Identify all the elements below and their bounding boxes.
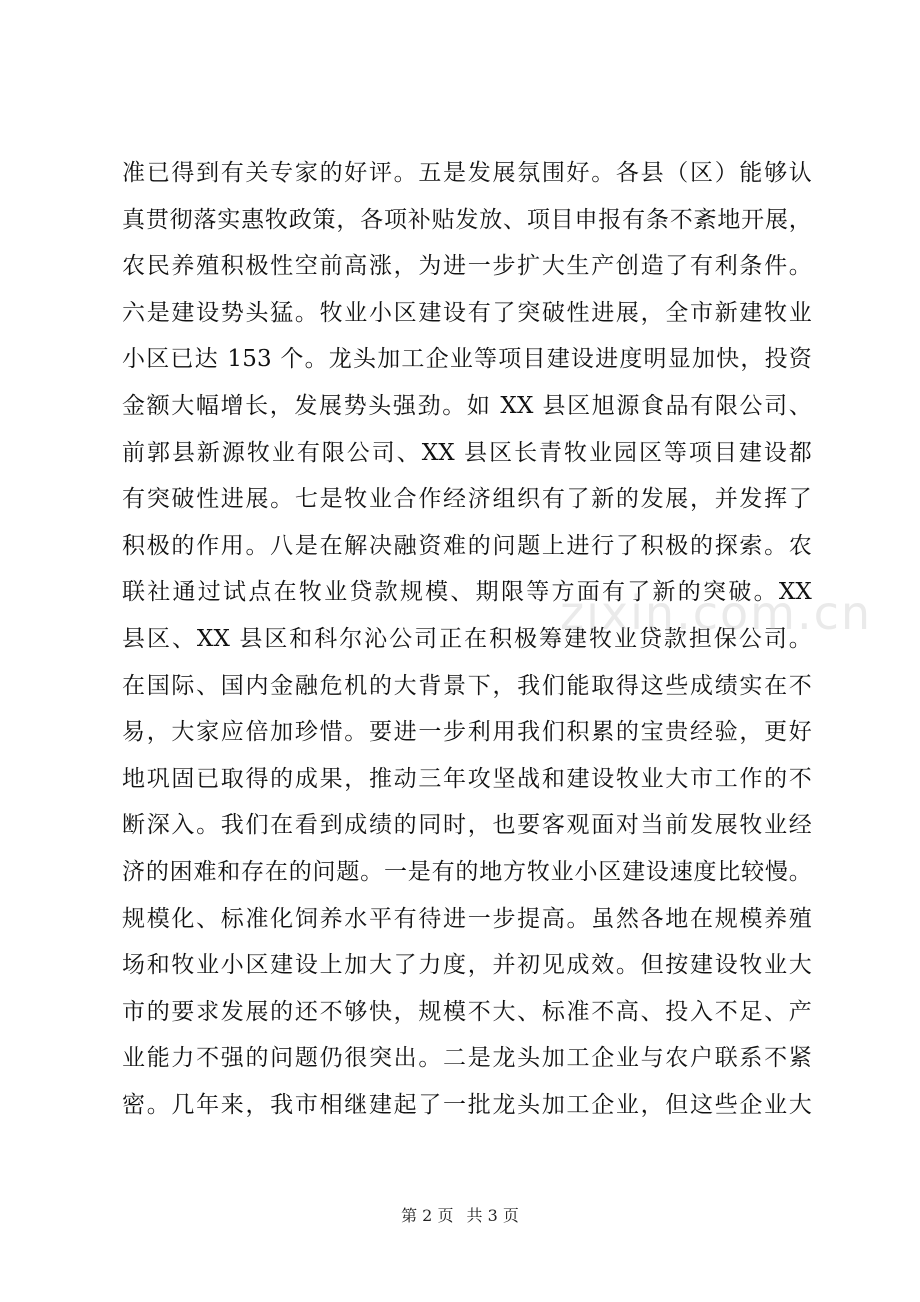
text-line: 准已得到有关专家的好评。五是发展氛围好。各县（区）能够认 [122, 160, 812, 186]
page-number: 第 2 页 [401, 1206, 454, 1225]
text-line: 规模化、标准化饲养水平有待进一步提高。虽然各地在规模养殖 [122, 905, 812, 932]
text-line: 易，大家应倍加珍惜。要进一步利用我们积累的宝贵经验，更好 [122, 719, 812, 746]
text-line: 密。几年来，我市相继建起了一批龙头加工企业，但这些企业大 [122, 1091, 812, 1118]
text-line: 联社通过试点在牧业贷款规模、期限等方面有了新的突破。XX [122, 579, 812, 606]
text-line: 业能力不强的问题仍很突出。二是龙头加工企业与农户联系不紧 [122, 1045, 812, 1072]
text-line: 在国际、国内金融危机的大背景下，我们能取得这些成绩实在不 [122, 672, 812, 699]
text-line: 断深入。我们在看到成绩的同时，也要客观面对当前发展牧业经 [122, 812, 812, 839]
text-line: 场和牧业小区建设上加大了力度，并初见成效。但按建设牧业大 [122, 952, 812, 979]
watermark: zixin.com.cn [560, 586, 873, 640]
text-line: 真贯彻落实惠牧政策，各项补贴发放、项目申报有条不紊地开展， [122, 206, 812, 233]
text-line: 济的困难和存在的问题。一是有的地方牧业小区建设速度比较慢。 [122, 858, 812, 885]
text-line: 积极的作用。八是在解决融资难的问题上进行了积极的探索。农 [122, 532, 812, 559]
text-line: 前郭县新源牧业有限公司、XX 县区长青牧业园区等项目建设都 [122, 439, 812, 466]
text-line: 有突破性进展。七是牧业合作经济组织有了新的发展，并发挥了 [122, 486, 812, 513]
text-line: 六是建设势头猛。牧业小区建设有了突破性进展，全市新建牧业 [122, 299, 812, 326]
page-total: 共 3 页 [466, 1206, 519, 1225]
document-body [122, 150, 812, 1128]
text-line: 地巩固已取得的成果，推动三年攻坚战和建设牧业大市工作的不 [122, 765, 812, 792]
text-line: 金额大幅增长，发展势头强劲。如 XX 县区旭源食品有限公司、 [122, 392, 812, 419]
text-line: 小区已达 153 个。龙头加工企业等项目建设进度明显加快，投资 [122, 346, 812, 373]
text-line: 县区、XX 县区和科尔沁公司正在积极筹建牧业贷款担保公司。 [122, 625, 812, 652]
text-line: 市的要求发展的还不够快，规模不大、标准不高、投入不足、产 [122, 998, 812, 1025]
text-line: 农民养殖积极性空前高涨，为进一步扩大生产创造了有利条件。 [122, 253, 812, 280]
page-footer [0, 1203, 920, 1226]
